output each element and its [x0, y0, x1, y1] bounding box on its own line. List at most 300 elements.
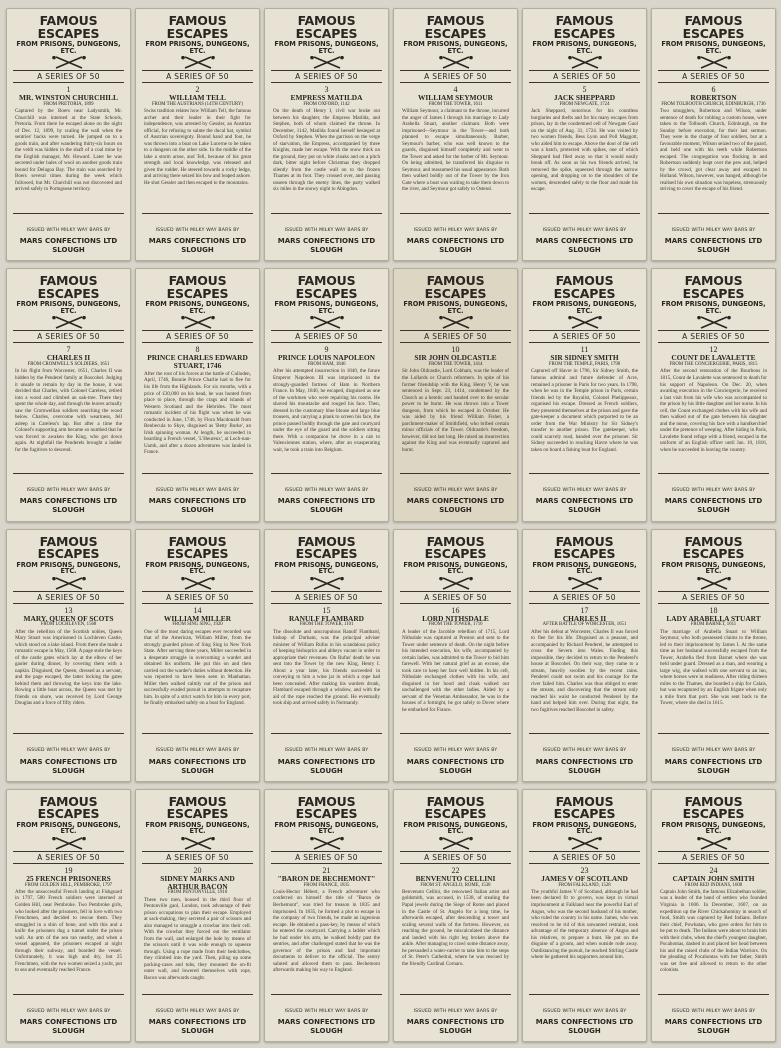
company-town: SLOUGH: [310, 246, 343, 255]
escape-location: FROM CROMWELL'S SOLDIERS, 1651: [27, 362, 110, 368]
card-description: Benvenuto Cellini, the renowned Italian artist and goldsmith, was accused, in 1538, of stealing the Papal jewels during the Siege of Rome and placed in the Castle of St. Angelo for a long time, he afterwards escaped, after descending a tower and scaling several walls of the fortress. However, on reaching the ground, he miscalculated the distance and landed with his right leg broken above the ankle. After managing to crawl some distance away, he persuaded a water-carrier to take him to the steps of St. Peter's Cathedral, where he was rescued by the friendly Cardinal Cornaro.: [402, 888, 509, 967]
company-name: MARS CONFECTIONS LTD: [535, 497, 634, 506]
escapee-name: "BARON DE BECHEMONT": [277, 873, 376, 883]
card-footer: [400, 994, 511, 1035]
crossed-keys-icon: [48, 837, 90, 850]
card-header: [402, 15, 509, 54]
crossed-keys-icon: [177, 316, 219, 329]
card-footer: [13, 213, 124, 254]
card-title: FAMOUS ESCAPES: [166, 793, 229, 822]
card-header: [273, 793, 380, 836]
card-footer: [13, 994, 124, 1035]
card-footer: [658, 733, 769, 774]
card-number: 14: [193, 605, 202, 615]
company-name: MARS CONFECTIONS LTD: [19, 1017, 118, 1026]
escape-location: FROM OXFORD, 1142: [303, 101, 350, 107]
card-description: One of the most daring escapes ever recorded was that of the American, William Miller, from the strongly guarded prison of Sing Sing in New York State. After serving three years, Miller succeeded in a desperate struggle in overcoming a warder and obtained his uniform. He put this on and then carried out the warder's duties without detection. He was reported to have been seen in Manhattan. Miller then walked calmly out of the prison and successfully evaded pursuit in attempts to recapture him. In spite of a strict watch for him in every port, he finally embarked safely on a boat for England.: [144, 628, 251, 707]
cigarette-card: [6, 529, 131, 782]
cigarette-card: [6, 789, 131, 1042]
escapee-name: SIDNEY MARKS AND ARTHUR BACON: [160, 873, 235, 891]
company-name: MARS CONFECTIONS LTD: [664, 1017, 763, 1026]
card-title: FAMOUS ESCAPES: [553, 793, 616, 822]
card-header: [144, 275, 251, 314]
crossed-keys-icon: [48, 316, 90, 329]
cigarette-card: [393, 529, 518, 782]
card-title: FAMOUS ESCAPES: [553, 533, 616, 561]
company-name: MARS CONFECTIONS LTD: [406, 237, 505, 246]
escapee-name: RANULF FLAMBARD: [288, 613, 365, 623]
company-name: MARS CONFECTIONS LTD: [19, 237, 118, 246]
company-name: MARS CONFECTIONS LTD: [277, 1017, 376, 1026]
card-header: [531, 533, 638, 576]
card-number: 19: [64, 865, 73, 875]
card-subtitle: FROM PRISONS, DUNGEONS, ETC.: [145, 300, 250, 315]
cigarette-card: [6, 8, 131, 261]
escape-location: FROM GOLDEN HILL, PEMBROKE, 1797: [24, 882, 113, 888]
cigarette-card: [522, 529, 647, 782]
issued-text: ISSUED WITH MILKY WAY BARS BY: [155, 1008, 240, 1014]
card-footer: [271, 213, 382, 254]
card-title: FAMOUS ESCAPES: [37, 533, 100, 561]
card-number: 24: [709, 865, 718, 875]
crossed-keys-icon: [693, 577, 735, 590]
escapee-name: ROBERTSON: [690, 93, 737, 103]
card-footer: [142, 213, 253, 254]
series-banner: A SERIES OF 50: [658, 591, 769, 604]
card-description: These two men, housed in the third floor of Pentonville gaol, London, took advantage of their prison occupations to plan their escape. Employed at sack-making, they secreted a pair of scissors and also managed to smuggle a crowbar into their cell. With the crowbar they forced out the ventilator from the wall, and enlarged the hole by means of the scissors until it was wide enough to squeeze through. Using a rope made from their bedclothes, they climbed into the yard. Then, piling up some packing-cases and tubs, they mounted the on-fit outer wall, and lowered themselves with rope, Bacon was afterwards caught.: [144, 896, 251, 981]
company-town: SLOUGH: [439, 506, 472, 515]
series-banner: A SERIES OF 50: [271, 851, 382, 864]
card-number: 22: [451, 865, 460, 875]
escapee-name: PRINCE CHARLES EDWARD STUART, 1746: [147, 353, 248, 371]
card-subtitle: FROM PRISONS, DUNGEONS, ETC.: [403, 40, 508, 55]
card-footer: [400, 213, 511, 254]
card-subtitle: FROM PRISONS, DUNGEONS, ETC.: [274, 40, 379, 55]
card-title: FAMOUS ESCAPES: [295, 793, 358, 822]
card-header: [402, 793, 509, 836]
crossed-keys-icon: [435, 837, 477, 850]
card-footer: [271, 473, 382, 514]
escape-location: FROM THE CONCIERGERIE, PARIS, 1815: [669, 362, 758, 368]
company-name: MARS CONFECTIONS LTD: [148, 237, 247, 246]
card-header: [273, 275, 380, 314]
company-name: MARS CONFECTIONS LTD: [664, 497, 763, 506]
company-town: SLOUGH: [439, 1026, 472, 1035]
issued-text: ISSUED WITH MILKY WAY BARS BY: [26, 1008, 111, 1014]
company-name: MARS CONFECTIONS LTD: [664, 237, 763, 246]
cigarette-card: [264, 529, 389, 782]
series-banner: A SERIES OF 50: [271, 591, 382, 604]
cigarette-card: [651, 8, 776, 261]
card-description: Jack Sheppard, notorious for his countless burglaries and thefts and for his many escapes from prison, lay in the condemned cell of Newgate Gaol on the night of Aug. 31, 1724. He was visited by two women friends, Bess Lyon and Poll Maggott, who aided him to escape. Above the door of the cell was a hatch, protected with spikes, one of which Sheppard had filed away so that it would easily break off. As soon as his two friends arrived, he removed the spike, squeezed through the narrow opening, and dropping on to the shoulders of the women, descended safely to the floor and made his escape.: [531, 108, 638, 193]
cigarette-card: [522, 268, 647, 521]
card-subtitle: FROM PRISONS, DUNGEONS, ETC.: [403, 820, 508, 836]
card-description: A leader of the Jacobite rebellion of 1715, Lord Nithsdale was captured at Preston and sent to the Tower under sentence of death. On the night before his intended execution, his wife, accompanied by certain ladies, was admitted to the Tower to bid him farewell. With her natural grief as an excuse, she took care to keep her face well hidden. In his cell, Nithsdale exchanged clothes with his wife, and disguised in her hood and cloak walked out unchallenged with the other ladies. Aided by a servant of the Venetian Ambassador, he was in the houses of a fortnight, he got safely to Dover where he embarked for France.: [402, 628, 509, 713]
company-town: SLOUGH: [310, 766, 343, 775]
card-title: FAMOUS ESCAPES: [166, 533, 229, 561]
escapee-name: EMPRESS MATILDA: [290, 93, 363, 103]
cigarette-card: [264, 789, 389, 1042]
card-header: [531, 793, 638, 836]
issued-text: ISSUED WITH MILKY WAY BARS BY: [284, 488, 369, 494]
issued-text: ISSUED WITH MILKY WAY BARS BY: [284, 748, 369, 754]
card-subtitle: FROM PRISONS, DUNGEONS, ETC.: [274, 560, 379, 576]
card-header: [531, 15, 638, 54]
card-number: 1: [66, 85, 71, 95]
escape-location: FROM SING SING, 1920: [172, 622, 223, 628]
card-description: Swiss tradition relates how William Tell, the famous archer and their leader in their fight for independence, was arrested by Gessler, an Austrian official, for refusing to salute the ducal hat, symbol of Austrian sovereignty. Bound hand and foot, he was thrown into a boat on Lake Lucerne to be taken to a dungeon on the other side. In the middle of the lake a storm arose, and Tell, because of his great strength and local knowledge, was released and given the rudder. He steered towards a rocky ledge, and arriving there seized his bow and leaped ashore. He shot Gessler and then escaped to the mountains.: [144, 108, 251, 186]
company-name: MARS CONFECTIONS LTD: [406, 497, 505, 506]
issued-text: ISSUED WITH MILKY WAY BARS BY: [671, 227, 756, 233]
card-subtitle: FROM PRISONS, DUNGEONS, ETC.: [532, 820, 637, 836]
card-number: 7: [66, 345, 71, 355]
card-number: 11: [580, 345, 589, 355]
issued-text: ISSUED WITH MILKY WAY BARS BY: [26, 748, 111, 754]
company-town: SLOUGH: [181, 1026, 214, 1035]
card-footer: [142, 733, 253, 774]
escapee-name: CAPTAIN JOHN SMITH: [672, 873, 755, 883]
card-description: Captain John Smith, the famous Elizabethan soldier, was a leader of the band of settlers who founded Virginia in 1606. In December, 1607, on an expedition up the River Chickahominy in search of food, Smith was captured by Red Indians. Before their chief, Powhatan, who gave orders for him to be put to death. The Indians were about to brain him with their clubs, when the chief's youngest daughter, Pocahontas, dashed in and placed her head between his and the raised clubs of the Indian Warriors. On the pleading of Pocahontas with her father, Smith was set free and allowed to return to the other colonists.: [660, 888, 767, 974]
crossed-keys-icon: [564, 316, 606, 329]
escape-location: FROM BARNET, 1611: [690, 622, 737, 628]
cigarette-card: [135, 8, 260, 261]
card-subtitle: FROM PRISONS, DUNGEONS, ETC.: [16, 300, 121, 315]
series-banner: A SERIES OF 50: [142, 330, 253, 343]
issued-text: ISSUED WITH MILKY WAY BARS BY: [671, 488, 756, 494]
escapee-name: BENVENUTO CELLINI: [415, 873, 496, 883]
crossed-keys-icon: [177, 56, 219, 69]
card-title: FAMOUS ESCAPES: [37, 273, 100, 301]
card-subtitle: FROM PRISONS, DUNGEONS, ETC.: [274, 820, 379, 836]
card-number: 20: [193, 865, 202, 875]
card-footer: [142, 994, 253, 1035]
card-subtitle: FROM PRISONS, DUNGEONS, ETC.: [532, 560, 637, 576]
company-town: SLOUGH: [310, 1026, 343, 1035]
card-title: FAMOUS ESCAPES: [682, 13, 745, 41]
issued-text: ISSUED WITH MILKY WAY BARS BY: [155, 488, 240, 494]
card-number: 10: [451, 345, 460, 355]
escapee-name: LADY ARABELLA STUART: [666, 613, 761, 623]
cigarette-card: [264, 268, 389, 521]
issued-text: ISSUED WITH MILKY WAY BARS BY: [413, 488, 498, 494]
company-town: SLOUGH: [697, 506, 730, 515]
company-town: SLOUGH: [181, 766, 214, 775]
issued-text: ISSUED WITH MILKY WAY BARS BY: [284, 1008, 369, 1014]
escape-location: FROM THE AUSTRIANS (14TH CENTURY): [151, 101, 244, 107]
issued-text: ISSUED WITH MILKY WAY BARS BY: [413, 1008, 498, 1014]
company-town: SLOUGH: [52, 246, 85, 255]
escape-location: FROM THE TOWER, 1414: [428, 362, 483, 368]
card-header: [660, 533, 767, 576]
card-header: [15, 793, 122, 836]
card-footer: [400, 473, 511, 514]
series-banner: A SERIES OF 50: [400, 70, 511, 83]
escape-location: FROM PRETORIA, 1899: [43, 101, 94, 107]
escapee-name: LORD NITHSDALE: [422, 613, 489, 623]
card-header: [531, 275, 638, 314]
crossed-keys-icon: [564, 837, 606, 850]
crossed-keys-icon: [177, 577, 219, 590]
company-name: MARS CONFECTIONS LTD: [148, 1017, 247, 1026]
escapee-name: MARY, QUEEN OF SCOTS: [23, 613, 114, 623]
escape-location: FROM THE TOWER, 1716: [428, 622, 483, 628]
card-title: FAMOUS ESCAPES: [682, 273, 745, 301]
card-title: FAMOUS ESCAPES: [166, 13, 229, 41]
card-description: On the death of Henry I, civil war broke out between his daughter, the Empress Matilda, and Stephen, both of whom claimed the throne. In December, 1142, Matilda found herself besieged at Oxford by Stephen. When the garrison on the verge of starvation, the Empress, accompanied by three Knights, made her escape. With the snow thick on the ground, they put on white cloaks and on a pitch dark, bitter night before Christmas they dropped silently from the castle wall on to the frozen Thames at its foot. They crossed over, and passing unseen through the enemy lines, the party walked six miles in the snowy night to Abingdon.: [273, 108, 380, 193]
card-number: 17: [580, 605, 589, 615]
card-number: 6: [711, 85, 716, 95]
series-banner: A SERIES OF 50: [142, 591, 253, 604]
card-title: FAMOUS ESCAPES: [295, 533, 358, 561]
issued-text: ISSUED WITH MILKY WAY BARS BY: [542, 1008, 627, 1014]
series-banner: A SERIES OF 50: [529, 851, 640, 864]
escapee-name: JAMES V OF SCOTLAND: [541, 873, 628, 883]
crossed-keys-icon: [693, 56, 735, 69]
card-header: [273, 533, 380, 576]
card-footer: [271, 733, 382, 774]
escapee-name: WILLIAM MILLER: [163, 613, 232, 623]
series-banner: A SERIES OF 50: [13, 851, 124, 864]
card-subtitle: FROM PRISONS, DUNGEONS, ETC.: [661, 300, 766, 315]
card-title: FAMOUS ESCAPES: [37, 793, 100, 822]
escapee-name: CHARLES II: [562, 613, 607, 623]
crossed-keys-icon: [306, 316, 348, 329]
company-name: MARS CONFECTIONS LTD: [19, 497, 118, 506]
escape-location: FROM FRANCE, 1835: [303, 882, 350, 888]
card-footer: [400, 733, 511, 774]
card-description: Two smugglers, Robertson and Wilson, under sentence of death for robbing a custom house, were taken to the Tolbooth Church, Edinburgh, on the Sunday before execution, for their last sermon. They were in the charge of four soldiers, but at a favourable moment, Wilson seized two of the guard, and held one with his teeth while Robertson escaped. The congregation was flocking in and Robertson suddenly leapt over the pew and, helped by the crowd, got clear away and escaped to Holland. Wilson, however, was hanged, although he realised his own situation was hopeless, strenuously striving to cover the escape of his friend.: [660, 108, 767, 193]
card-title: FAMOUS ESCAPES: [424, 793, 487, 822]
card-header: [402, 275, 509, 314]
card-number: 2: [195, 85, 200, 95]
company-town: SLOUGH: [568, 1026, 601, 1035]
card-header: [660, 15, 767, 54]
series-banner: A SERIES OF 50: [529, 70, 640, 83]
company-town: SLOUGH: [697, 246, 730, 255]
company-town: SLOUGH: [568, 506, 601, 515]
card-header: [144, 15, 251, 54]
cigarette-card: [651, 529, 776, 782]
card-subtitle: FROM PRISONS, DUNGEONS, ETC.: [16, 820, 121, 836]
cigarette-card: [135, 529, 260, 782]
card-subtitle: FROM PRISONS, DUNGEONS, ETC.: [661, 560, 766, 576]
series-banner: A SERIES OF 50: [142, 851, 253, 864]
escape-location: FROM THE TOWER, 1611: [428, 101, 483, 107]
cigarette-card: [651, 789, 776, 1042]
escape-location: FROM THE TEMPLE, PARIS, 1798: [548, 362, 621, 368]
escape-location: FROM ST. ANGELO, ROME, 1538: [420, 882, 491, 888]
card-subtitle: FROM PRISONS, DUNGEONS, ETC.: [661, 40, 766, 55]
card-title: FAMOUS ESCAPES: [424, 533, 487, 561]
series-banner: A SERIES OF 50: [658, 851, 769, 864]
company-town: SLOUGH: [568, 766, 601, 775]
company-name: MARS CONFECTIONS LTD: [406, 757, 505, 766]
card-description: Sir John Oldcastle, Lord Cobham, was the leader of the Lollards or Church reformers. In spite of his former friendship with the King, Henry V, he was sentenced in Sept. 23, 1414, condemned by the Church as a heretic and handed over to the secular power to be burnt. He was thrown into a Tower dungeon, from which he escaped in October. He was aided by his friend William Fisher, a parchment-maker of Smithfield, who bribed certain minor officials of the Tower. Oldcastle's freedom, however, did not last long. He raised an insurrection against the King and was eventually captured and burnt.: [402, 368, 509, 453]
card-subtitle: FROM PRISONS, DUNGEONS, ETC.: [16, 560, 121, 576]
escapee-name: CHARLES II: [46, 353, 91, 363]
card-header: [273, 15, 380, 54]
card-header: [144, 533, 251, 576]
company-name: MARS CONFECTIONS LTD: [277, 237, 376, 246]
card-description: After his attempted insurrection in 1840, the future Emperor Napoleon III was imprisoned in the strongly-guarded fortress of Ham in Northern France. In May, 1846, he escaped, disguised as one of the workmen who were repairing his rooms. He shaved his moustache and rouged his face. Then, dressed in the customary blue blouse and large blue trousers, and carrying a plank to screen his face, the prince passed boldly through the gate and courtyard under the eye of the guard and the soldiers sitting there. With a companion he drove in a cab to Valenciennes station, where, after an exasperating wait, he took a train into Belgium.: [273, 368, 380, 453]
crossed-keys-icon: [306, 577, 348, 590]
company-name: MARS CONFECTIONS LTD: [664, 757, 763, 766]
card-number: 16: [451, 605, 460, 615]
card-number: 12: [709, 345, 718, 355]
card-subtitle: FROM PRISONS, DUNGEONS, ETC.: [403, 560, 508, 576]
cigarette-card: [135, 789, 260, 1042]
card-number: 4: [453, 85, 458, 95]
company-town: SLOUGH: [52, 766, 85, 775]
card-number: 3: [324, 85, 329, 95]
card-subtitle: FROM PRISONS, DUNGEONS, ETC.: [145, 40, 250, 55]
company-town: SLOUGH: [52, 1026, 85, 1035]
series-banner: A SERIES OF 50: [13, 591, 124, 604]
crossed-keys-icon: [564, 56, 606, 69]
escape-location: FROM FALKLAND, 1528: [558, 882, 611, 888]
card-header: [402, 533, 509, 576]
issued-text: ISSUED WITH MILKY WAY BARS BY: [671, 748, 756, 754]
series-banner: A SERIES OF 50: [271, 70, 382, 83]
issued-text: ISSUED WITH MILKY WAY BARS BY: [155, 748, 240, 754]
card-subtitle: FROM PRISONS, DUNGEONS, ETC.: [532, 300, 637, 315]
cigarette-card: [135, 268, 260, 521]
company-town: SLOUGH: [310, 506, 343, 515]
escape-location: FROM TOLBOOTH CHURCH, EDINBURGH, 1736: [661, 101, 766, 107]
cigarette-card: [522, 8, 647, 261]
series-banner: A SERIES OF 50: [400, 851, 511, 864]
card-description: In his flight from Worcester, 1651, Charles II was hidden by the Penderel family at Boscobel. Judging it unsafe to remain by day in the house, it was decided that Charles, with Colonel Careless, retired into a wood and climbed an oak-tree. There they spent the whole day, and through the leaves actually saw the Cromwellian soldiers searching the wood below. Charles, overcome with weariness, fell asleep in Careless's lap. But after a time the Colonel's supporting arm became so numbed that he was forced to awaken the King, who got down again. At nightfall the Penderels brought a ladder for the fugitives to descend.: [15, 368, 122, 453]
company-town: SLOUGH: [439, 766, 472, 775]
card-number: 21: [322, 865, 331, 875]
card-number: 23: [580, 865, 589, 875]
crossed-keys-icon: [435, 316, 477, 329]
cigarette-card: [522, 789, 647, 1042]
issued-text: ISSUED WITH MILKY WAY BARS BY: [284, 227, 369, 233]
card-number: 15: [322, 605, 331, 615]
card-header: [15, 533, 122, 576]
issued-text: ISSUED WITH MILKY WAY BARS BY: [26, 488, 111, 494]
card-description: Captured off Havre in 1796, Sir Sidney Smith, the famous admiral and future defender of Acre, remained a prisoner in Paris for two years. In 1798, when he was in the Temple prison in Paris, certain friends led by the Royalist, Colonel Phelippeaux, organised his escape. Dressed as French soldiers, they presented themselves at the prison and gave the gate-keeper a document which purported to be an order from the War Ministry for Sir Sidney's transfer to another prison. The gatekeeper, who could scarcely read, handed over the prisoner. Sir Sidney succeeded in reaching Havre where he was taken on board a fishing boat for England.: [531, 368, 638, 453]
issued-text: ISSUED WITH MILKY WAY BARS BY: [671, 1008, 756, 1014]
crossed-keys-icon: [435, 577, 477, 590]
card-title: FAMOUS ESCAPES: [295, 13, 358, 41]
card-description: William Seymour, a claimant to the throne, incurred the anger of James I through his marriage to Lady Arabella Stuart, another claimant. Both were imprisoned—Seymour in the Tower—and both planned to escape simultaneously. Barber, Seymour's barber, who was well known to the guards, disguised himself completely and went to the Tower and asked for the barber of Mr. Seymour. On being admitted, he transferred his disguise to Seymour, and reassumed his usual appearance. Both then walked boldly out of the Tower by the Iron Gate where a boat was waiting to take them down to the river, and Seymour got safely to Ostend.: [402, 108, 509, 193]
card-title: FAMOUS ESCAPES: [682, 793, 745, 822]
escapee-name: SIR SIDNEY SMITH: [550, 353, 619, 363]
crossed-keys-icon: [693, 316, 735, 329]
card-title: FAMOUS ESCAPES: [553, 273, 616, 301]
escape-location: FROM HAM, 1846: [307, 362, 346, 368]
series-banner: A SERIES OF 50: [400, 330, 511, 343]
escapee-name: JACK SHEPPARD: [553, 93, 616, 103]
issued-text: ISSUED WITH MILKY WAY BARS BY: [26, 227, 111, 233]
escape-location: FROM NEWGATE, 1724: [559, 101, 610, 107]
crossed-keys-icon: [306, 56, 348, 69]
card-footer: [529, 473, 640, 514]
company-town: SLOUGH: [697, 766, 730, 775]
card-number: 5: [582, 85, 587, 95]
card-subtitle: FROM PRISONS, DUNGEONS, ETC.: [145, 560, 250, 576]
card-subtitle: FROM PRISONS, DUNGEONS, ETC.: [403, 300, 508, 315]
company-name: MARS CONFECTIONS LTD: [535, 757, 634, 766]
card-title: FAMOUS ESCAPES: [553, 13, 616, 41]
card-number: 8: [195, 345, 200, 355]
card-description: After the rebellion of the Scottish nobles, Queen Mary Stuart was imprisoned in Lochleven Castle, which stood on a lake island. From there she made a romantic escape in May, 1568. A page stole the keys of the castle gates which lay at the elbow of her gaoler during dinner, by covering them with a napkin. Disguised, the Queen, dressed as a servant, and the page escaped, the latter locking the gates behind them and throwing the keys into the lake. Rowing a little boat across, the Queen was met by friends on shore, was received by Lord George Douglas and a force of fifty riders.: [15, 628, 122, 707]
company-town: SLOUGH: [568, 246, 601, 255]
escapee-name: PRINCE LOUIS NAPOLEON: [278, 353, 375, 363]
card-grid: [6, 8, 776, 1042]
company-name: MARS CONFECTIONS LTD: [148, 497, 247, 506]
escape-location: FROM RED INDIANS, 1608: [684, 882, 743, 888]
escapee-name: 25 FRENCH PRISONERS: [26, 873, 111, 883]
company-town: SLOUGH: [697, 1026, 730, 1035]
crossed-keys-icon: [306, 837, 348, 850]
card-description: The marriage of Arabella Stuart to William Seymour, who both possessed claims to the throne, led to their imprisonment by James I. At the same time as her husband successfully escaped from the Tower, Arabella fled from Barnet where she was held under guard. Dressed as a man, and wearing a large wig, she walked with one servant to an inn, where horses were in readiness. After riding thirteen miles to the Thames, she boarded a ship for Calais, but was recaptured by an English frigate when only a mile from that port. She was sent back to the Tower, where she died in 1615.: [660, 628, 767, 707]
card-description: The youthful James V of Scotland, although he had been declared fit to govern, was kept in virtual imprisonment at Falkland near the powerful Earl of Angus, who was the second husband of his mother, who ruled the country in his name. James, who was resolved to be rid of this unwanted restraint, took advantage of the temporary absence of Angus and his relatives, to prepare a hunt. He put on the disguise of a groom, and when outside rode away. Outdistancing the pursuit, he reached Stirling Castle where he gathered his supporters around him.: [531, 888, 638, 961]
card-subtitle: FROM PRISONS, DUNGEONS, ETC.: [661, 820, 766, 836]
series-banner: A SERIES OF 50: [142, 70, 253, 83]
crossed-keys-icon: [48, 56, 90, 69]
issued-text: ISSUED WITH MILKY WAY BARS BY: [155, 227, 240, 233]
card-footer: [142, 473, 253, 514]
card-footer: [271, 994, 382, 1035]
crossed-keys-icon: [564, 577, 606, 590]
card-description: Louis-Hector Hébert, a French adventurer who conferred on himself the title of "Baron de Bechemont", was tried for treason in 1835 and imprisoned. In 1835, he formed a plot to escape in the company of two friends, he made an ingenious escape. He obtained a pass-key, by means of which he entered the courtyard. Carrying a ladder which he had under his arm, he walked boldly past the sentries, and after challenged stated that he was the governor of the prison and had important documents to deliver to the official. The sentry saluted and allowed them to pass. Bechemont afterwards making his way to England.: [273, 888, 380, 974]
card-header: [144, 793, 251, 836]
cigarette-card: [651, 268, 776, 521]
card-title: FAMOUS ESCAPES: [166, 273, 229, 301]
card-title: FAMOUS ESCAPES: [37, 13, 100, 41]
card-footer: [658, 994, 769, 1035]
card-title: FAMOUS ESCAPES: [295, 273, 358, 301]
series-banner: A SERIES OF 50: [658, 330, 769, 343]
escape-location: AFTER BATTLE OF WORCESTER, 1651: [542, 622, 627, 628]
cigarette-card: [393, 789, 518, 1042]
series-banner: A SERIES OF 50: [400, 591, 511, 604]
card-subtitle: FROM PRISONS, DUNGEONS, ETC.: [16, 40, 121, 55]
company-name: MARS CONFECTIONS LTD: [19, 757, 118, 766]
series-banner: A SERIES OF 50: [13, 70, 124, 83]
card-header: [15, 275, 122, 314]
card-subtitle: FROM PRISONS, DUNGEONS, ETC.: [274, 300, 379, 315]
card-number: 18: [709, 605, 718, 615]
company-name: MARS CONFECTIONS LTD: [277, 497, 376, 506]
issued-text: ISSUED WITH MILKY WAY BARS BY: [542, 227, 627, 233]
series-banner: A SERIES OF 50: [13, 330, 124, 343]
card-number: 13: [64, 605, 73, 615]
card-footer: [529, 994, 640, 1035]
company-town: SLOUGH: [181, 246, 214, 255]
card-number: 9: [324, 345, 329, 355]
card-title: FAMOUS ESCAPES: [424, 273, 487, 301]
series-banner: A SERIES OF 50: [529, 330, 640, 343]
escapee-name: WILLIAM TELL: [169, 93, 226, 103]
crossed-keys-icon: [48, 577, 90, 590]
card-footer: [529, 733, 640, 774]
card-footer: [658, 213, 769, 254]
card-footer: [13, 733, 124, 774]
issued-text: ISSUED WITH MILKY WAY BARS BY: [542, 748, 627, 754]
card-title: FAMOUS ESCAPES: [424, 13, 487, 41]
escape-location: FROM THE TOWER, 1101: [299, 622, 354, 628]
escape-location: FROM LOCHLEVEN, 1568: [40, 622, 97, 628]
crossed-keys-icon: [693, 837, 735, 850]
issued-text: ISSUED WITH MILKY WAY BARS BY: [542, 488, 627, 494]
card-title: FAMOUS ESCAPES: [682, 533, 745, 561]
company-name: MARS CONFECTIONS LTD: [406, 1017, 505, 1026]
series-banner: A SERIES OF 50: [529, 591, 640, 604]
